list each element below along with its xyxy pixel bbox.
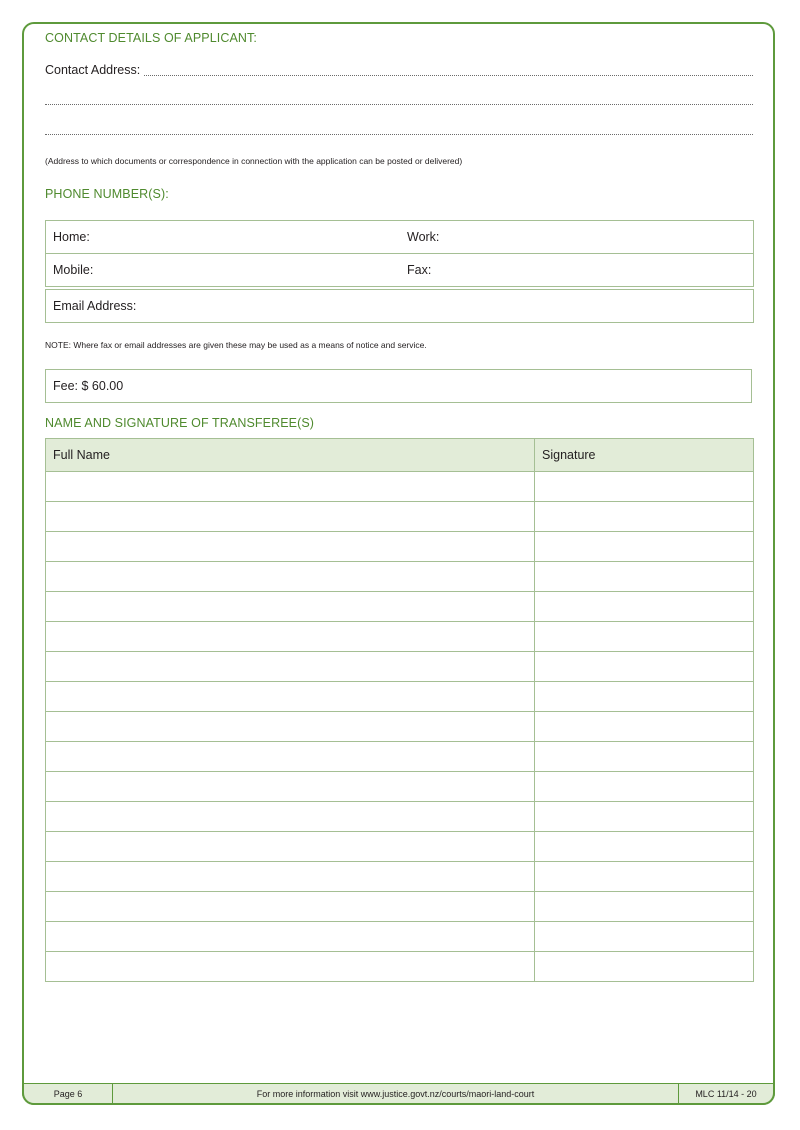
email-box [45,289,754,323]
table-row [46,502,754,532]
full-name-cell[interactable] [46,562,535,592]
signature-cell[interactable] [535,862,754,892]
signature-cell[interactable] [535,802,754,832]
table-row [46,922,754,952]
table-header-row [46,439,754,472]
col-signature: Signature [535,439,754,472]
phone-row-mobile-fax [46,253,753,286]
full-name-cell[interactable] [46,652,535,682]
full-name-cell[interactable] [46,862,535,892]
full-name-cell[interactable] [46,742,535,772]
email-row [46,290,753,322]
footer-form-code: MLC 11/14 - 20 [678,1084,773,1103]
address-note: (Address to which documents or correspondence in connection with the application can be posted or delivered) [45,156,463,166]
transferee-rows [46,472,754,982]
signature-cell[interactable] [535,652,754,682]
footer-info-link[interactable]: For more information visit www.justice.govt.nz/courts/maori-land-court [256,1088,535,1099]
fee-row [46,370,751,402]
contact-address-line-3[interactable] [45,123,753,137]
fee-box [45,369,752,403]
contact-address-line-1[interactable] [45,64,753,78]
table-row [46,472,754,502]
contact-address-line-2[interactable] [45,93,753,107]
table-row [46,892,754,922]
signature-cell[interactable] [535,562,754,592]
full-name-cell[interactable] [46,802,535,832]
full-name-cell[interactable] [46,922,535,952]
full-name-cell[interactable] [46,712,535,742]
full-name-cell[interactable] [46,472,535,502]
signature-cell[interactable] [535,682,754,712]
table-row [46,682,754,712]
table-row [46,802,754,832]
contact-heading: CONTACT DETAILS OF APPLICANT: [45,31,257,45]
full-name-cell[interactable] [46,502,535,532]
signature-cell[interactable] [535,472,754,502]
full-name-cell[interactable] [46,532,535,562]
full-name-cell[interactable] [46,892,535,922]
table-row [46,832,754,862]
phone-box [45,220,754,287]
phone-heading: PHONE NUMBER(S): [45,187,169,201]
signature-cell[interactable] [535,952,754,982]
phone-row-home-work [46,221,753,253]
table-row [46,772,754,802]
table-row [46,592,754,622]
table-row [46,712,754,742]
transferee-table [45,438,754,982]
signature-cell[interactable] [535,712,754,742]
table-row [46,742,754,772]
signature-cell[interactable] [535,892,754,922]
table-row [46,532,754,562]
notice-note: NOTE: Where fax or email addresses are given these may be used as a means of notice and service. [45,340,427,350]
full-name-cell[interactable] [46,952,535,982]
col-full-name: Full Name [46,439,535,472]
signature-cell[interactable] [535,772,754,802]
mobile-field[interactable]: Mobile: [53,263,94,277]
table-row [46,862,754,892]
table-row [46,562,754,592]
work-field[interactable]: Work: [407,230,440,244]
signature-cell[interactable] [535,502,754,532]
signature-cell[interactable] [535,832,754,862]
email-field[interactable]: Email Address: [53,299,137,313]
full-name-cell[interactable] [46,622,535,652]
table-row [46,622,754,652]
signature-cell[interactable] [535,622,754,652]
transferees-heading: NAME AND SIGNATURE OF TRANSFEREE(S) [45,416,315,430]
table-row [46,652,754,682]
home-field[interactable]: Home: [53,230,90,244]
footer-page-number: Page 6 [24,1084,113,1103]
signature-cell[interactable] [535,742,754,772]
signature-cell[interactable] [535,592,754,622]
full-name-cell[interactable] [46,772,535,802]
page-footer [22,1083,775,1105]
full-name-cell[interactable] [46,592,535,622]
contact-address-label: Contact Address: [45,63,143,77]
fee-label: Fee: $ 60.00 [53,379,124,393]
signature-cell[interactable] [535,532,754,562]
table-row [46,952,754,982]
fax-field[interactable]: Fax: [407,263,432,277]
signature-cell[interactable] [535,922,754,952]
full-name-cell[interactable] [46,832,535,862]
full-name-cell[interactable] [46,682,535,712]
